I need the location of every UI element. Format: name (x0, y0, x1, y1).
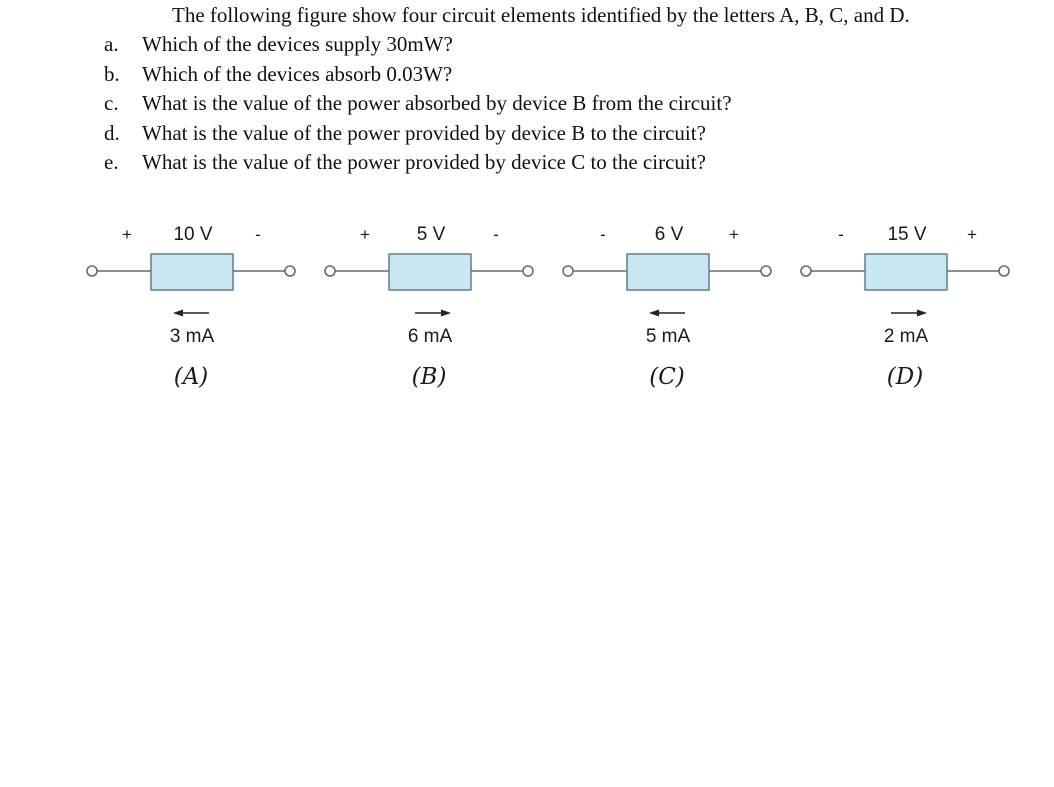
voltage-label: 10 V (173, 224, 213, 245)
right-terminal (523, 266, 533, 276)
voltage-label: 6 V (654, 224, 684, 245)
left-terminal (87, 266, 97, 276)
right-terminal (999, 266, 1009, 276)
problem-intro: The following figure show four circuit elements identified by the letters A, B, C, and D. (172, 3, 910, 27)
right-polarity-sign: - (493, 225, 499, 244)
right-polarity-sign: + (729, 225, 739, 244)
question-item (0, 119, 1054, 149)
right-terminal (285, 266, 295, 276)
question-text: What is the value of the power absorbed by device B from the circuit? (142, 91, 732, 115)
element-label: (B) (411, 364, 447, 390)
question-letter: c. (104, 91, 119, 115)
left-polarity-sign: + (360, 225, 370, 244)
right-polarity-sign: + (967, 225, 977, 244)
left-polarity-sign: + (122, 225, 132, 244)
question-item (0, 60, 1054, 90)
element-box (151, 254, 233, 290)
left-terminal (325, 266, 335, 276)
current-label: 2 mA (883, 326, 929, 347)
question-text: What is the value of the power provided by device B to the circuit? (142, 120, 706, 145)
question-text: Which of the devices supply 30mW? (142, 32, 453, 56)
right-terminal (761, 266, 771, 276)
voltage-label: 5 V (416, 224, 446, 245)
question-letter: e. (104, 150, 119, 174)
element-box (865, 254, 947, 290)
circuit-figure (0, 200, 1054, 420)
right-polarity-sign: - (255, 225, 261, 244)
question-text: Which of the devices absorb 0.03W? (142, 61, 453, 86)
circuit-diagram (0, 200, 1054, 420)
question-item (0, 89, 1054, 119)
left-arrow-icon (173, 310, 183, 317)
question-list (0, 30, 1054, 178)
current-label: 6 mA (407, 326, 453, 347)
question-text: What is the value of the power provided by device C to the circuit? (142, 150, 706, 174)
question-letter: b. (104, 61, 120, 86)
element-label: (A) (173, 364, 209, 390)
left-terminal (563, 266, 573, 276)
question-item (0, 30, 1054, 60)
left-arrow-icon (649, 310, 659, 317)
question-letter: a. (104, 32, 119, 56)
question-letter: d. (104, 120, 120, 145)
left-polarity-sign: - (838, 225, 844, 244)
voltage-label: 15 V (887, 224, 927, 245)
element-box (627, 254, 709, 290)
question-item (0, 148, 1054, 178)
element-label: (D) (886, 364, 924, 390)
right-arrow-icon (917, 310, 927, 317)
current-label: 5 mA (645, 326, 691, 347)
current-label: 3 mA (169, 326, 215, 347)
element-box (389, 254, 471, 290)
element-label: (C) (649, 364, 685, 390)
left-polarity-sign: - (600, 225, 606, 244)
right-arrow-icon (441, 310, 451, 317)
left-terminal (801, 266, 811, 276)
